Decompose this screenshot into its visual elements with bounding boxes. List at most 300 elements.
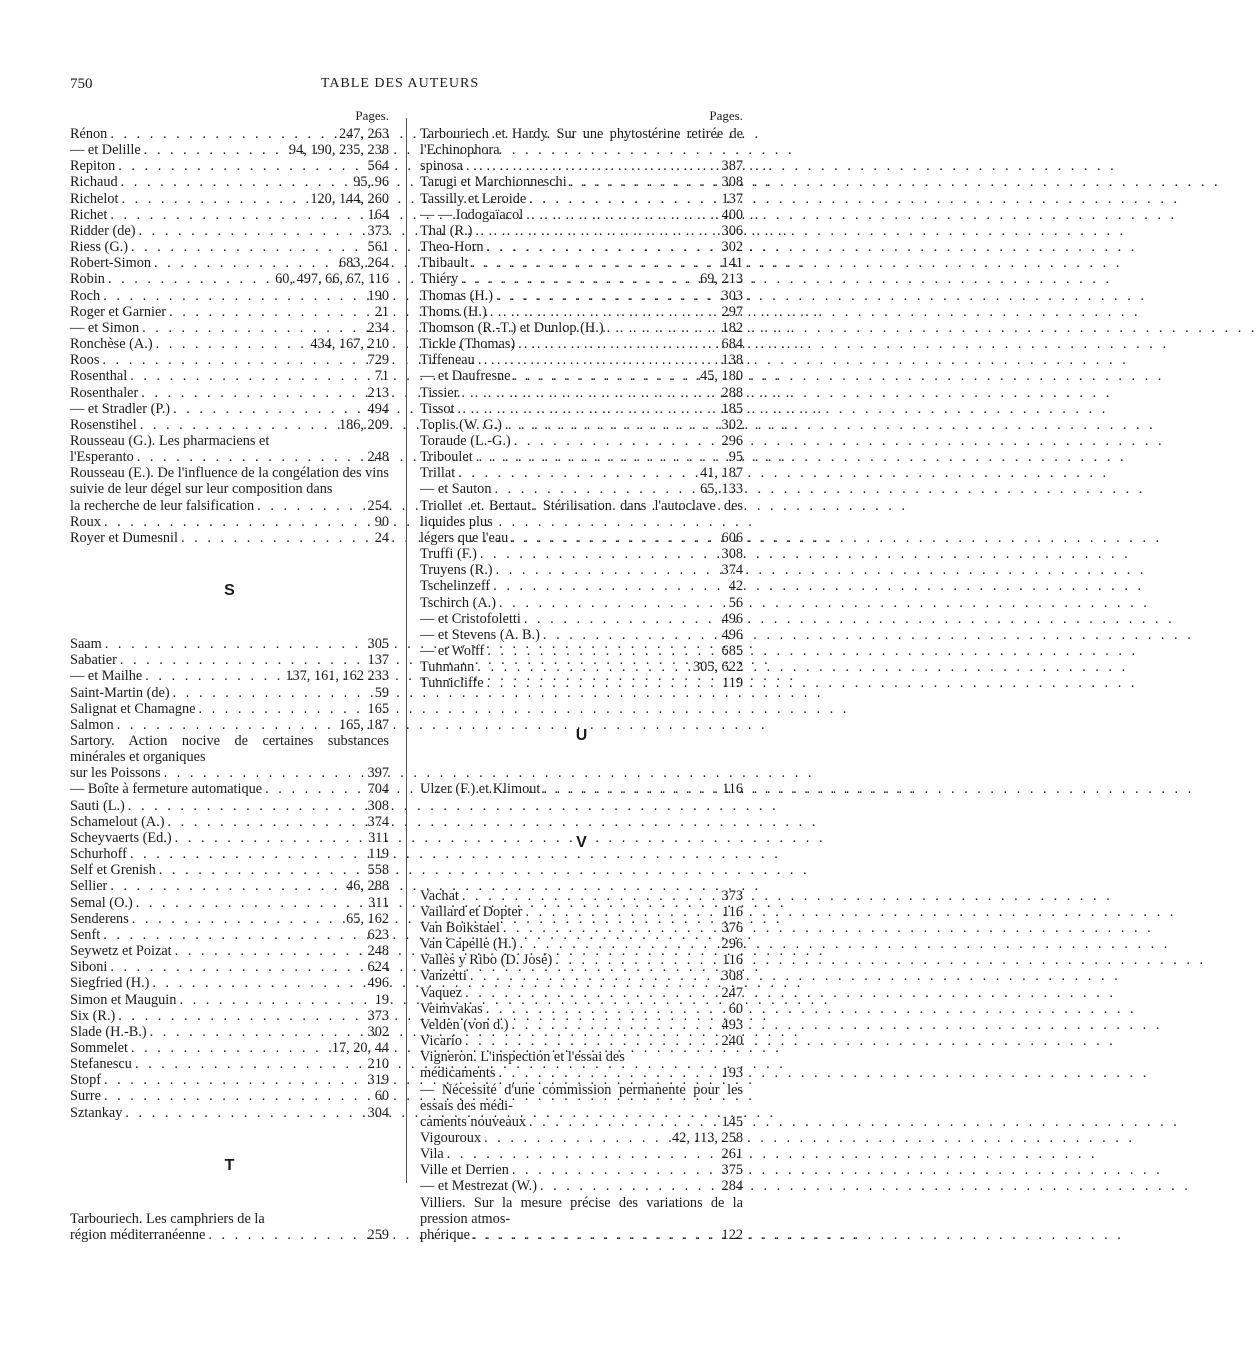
dot-leader	[543, 781, 719, 797]
page-refs: 304	[367, 1104, 389, 1121]
dot-leader	[476, 449, 726, 465]
author-name: Richet	[70, 206, 108, 223]
page-refs: 373	[721, 887, 743, 904]
page-refs: 397	[367, 765, 389, 782]
page-refs: 259	[367, 1226, 389, 1243]
dot-leader	[142, 320, 364, 336]
page-refs: 306	[721, 222, 743, 239]
index-entry	[420, 643, 743, 659]
index-entry	[420, 659, 743, 675]
index-entry	[420, 465, 743, 481]
index-entry	[420, 675, 743, 691]
right-entries	[420, 126, 743, 1243]
author-name: Vanzetti	[420, 968, 467, 985]
author-name: Tiffeneau	[420, 352, 475, 369]
dot-leader	[490, 304, 719, 320]
author-name: région méditerranéenne	[70, 1226, 206, 1243]
dot-leader	[524, 611, 719, 627]
dot-leader	[104, 1088, 372, 1104]
page-refs: 213	[367, 384, 389, 401]
page-refs: 42	[728, 578, 743, 595]
index-entry	[70, 943, 389, 959]
index-entry	[420, 223, 743, 239]
page-refs: 138	[721, 352, 743, 369]
index-entry	[420, 255, 743, 271]
author-name: — et Mestrezat (W.)	[420, 1178, 537, 1195]
page-refs: 65, 162	[346, 910, 389, 927]
author-name: Senderens	[70, 910, 129, 927]
page-refs: 729	[367, 352, 389, 369]
page-refs: 624	[367, 959, 389, 976]
page-refs: 302	[367, 1023, 389, 1040]
author-name: Richaud	[70, 174, 118, 191]
index-entry	[420, 781, 743, 797]
dot-leader	[140, 417, 336, 433]
index-entry	[420, 1114, 743, 1130]
page-refs: 42, 113, 258	[672, 1129, 743, 1146]
index-entry	[420, 888, 743, 904]
dot-leader	[198, 701, 364, 717]
page-refs: 254	[367, 497, 389, 514]
author-name: caments nouveaux	[420, 1113, 526, 1130]
page-refs: 60	[728, 1000, 743, 1017]
dot-leader	[461, 385, 718, 401]
page-refs: 374	[721, 562, 743, 579]
page-refs: 387	[721, 158, 743, 175]
index-entry	[70, 271, 389, 287]
index-entry	[420, 352, 743, 368]
page-refs: 261	[721, 1146, 743, 1163]
page-refs: 137, 161, 162 233	[285, 668, 389, 685]
index-entry	[420, 433, 743, 449]
author-name: Vallès y Ribo (D. José)	[420, 952, 553, 969]
author-name: Six (R.)	[70, 1007, 116, 1024]
dot-leader	[540, 1178, 719, 1194]
author-name: Self et Grenish	[70, 862, 156, 879]
page-refs: 145	[721, 1113, 743, 1130]
page-refs: 234	[367, 319, 389, 336]
index-entry-text: Villiers. Sur la mesure précise des variations de la pression atmos-	[420, 1194, 743, 1227]
dot-leader	[257, 498, 364, 514]
dot-leader	[498, 1065, 718, 1081]
author-name: Tissot	[420, 400, 455, 417]
author-name: Vigouroux	[420, 1129, 482, 1146]
author-name: Van Boikstael	[420, 919, 500, 936]
index-entry	[420, 1065, 743, 1081]
dot-leader	[131, 239, 365, 255]
dot-leader	[139, 223, 365, 239]
page-refs: 17, 20, 44	[331, 1039, 389, 1056]
index-entry	[420, 174, 743, 190]
index-entry-text: Rousseau (E.). De l'influence de la congélation des vins suivie de leur dégel sur leur composition dans	[70, 465, 389, 498]
page-refs: 69, 213	[700, 271, 743, 288]
index-entry	[420, 904, 743, 920]
dot-leader	[181, 530, 372, 546]
author-name: Riess (G.)	[70, 239, 128, 256]
index-entry-text: Vigneron. L'inspection et l'essai des	[420, 1049, 625, 1066]
index-entry	[420, 1146, 743, 1162]
left-entries	[70, 126, 389, 1243]
author-name: Schurhoff	[70, 846, 127, 863]
index-entry	[420, 401, 743, 417]
author-name: — et Simon	[70, 319, 140, 336]
page-refs: 164	[367, 206, 389, 223]
author-name: Sabatier	[70, 652, 117, 669]
author-name: Roos	[70, 352, 100, 369]
dot-leader	[154, 255, 336, 271]
dot-leader	[103, 288, 364, 304]
dot-leader	[132, 911, 343, 927]
dot-leader	[144, 142, 286, 158]
index-entry	[70, 336, 389, 352]
page-refs: 186, 209	[338, 416, 389, 433]
dot-leader	[494, 481, 697, 497]
index-entry	[420, 546, 743, 562]
index-entry	[70, 126, 389, 142]
dot-leader	[458, 465, 697, 481]
index-entry	[70, 514, 389, 530]
page-refs: 116	[722, 781, 743, 798]
index-entry-text: — Nécessité d'une commission permanente pour les essais des médi-	[420, 1081, 743, 1114]
dot-leader	[478, 352, 719, 368]
author-name: la recherche de leur falsification	[70, 497, 255, 514]
dot-leader	[121, 191, 307, 207]
index-entry	[70, 368, 389, 384]
index-entry	[70, 717, 389, 733]
author-name: Toraude (L.-G.)	[420, 432, 511, 449]
author-name: Sellier	[70, 878, 108, 895]
index-entry	[420, 191, 743, 207]
author-name: Thomas (H.)	[420, 287, 494, 304]
author-name: Richelot	[70, 190, 119, 207]
page-refs: 95	[728, 449, 743, 466]
index-entry	[420, 562, 743, 578]
dot-leader	[173, 401, 364, 417]
author-name: phérique	[420, 1226, 471, 1243]
page-refs: 606	[721, 529, 743, 546]
dot-leader	[526, 207, 718, 223]
author-name: Simon et Mauguin	[70, 991, 177, 1008]
author-name: Salignat et Chamagne	[70, 700, 196, 717]
page-refs: 311	[368, 829, 389, 846]
column-divider	[406, 118, 407, 1183]
right-column	[420, 106, 743, 1243]
author-name: Velden (von d.)	[420, 1016, 509, 1033]
index-entry	[70, 498, 389, 514]
index-entry	[70, 685, 389, 701]
author-name: spinosa	[420, 158, 463, 175]
dot-leader	[529, 191, 718, 207]
index-entry	[420, 1033, 743, 1049]
author-name: Senft	[70, 926, 101, 943]
index-entry	[420, 481, 743, 497]
dot-leader	[514, 368, 698, 384]
author-name: Slade (H.-B.)	[70, 1023, 147, 1040]
page-refs: 165, 187	[338, 716, 389, 733]
page-refs: 296	[721, 936, 743, 953]
dot-leader	[150, 1024, 365, 1040]
index-entry	[420, 968, 743, 984]
index-entry	[70, 895, 389, 911]
index-entry	[70, 304, 389, 320]
dot-leader	[461, 271, 697, 287]
dot-leader	[175, 830, 365, 846]
index-entry	[70, 765, 389, 781]
dot-leader	[102, 352, 364, 368]
page-refs: 374	[367, 813, 389, 830]
dot-leader	[473, 1227, 719, 1243]
index-entry	[420, 1001, 743, 1017]
index-entry	[420, 627, 743, 643]
index-entry	[420, 1017, 743, 1033]
author-name: sur les Poissons	[70, 765, 161, 782]
author-name: — et Wolff	[420, 643, 485, 659]
author-name: Siboni	[70, 959, 108, 976]
page-number: 750	[70, 76, 93, 92]
dot-leader	[471, 255, 718, 271]
index-entry	[420, 417, 743, 433]
index-entry	[420, 207, 743, 223]
page-refs: 373	[367, 222, 389, 239]
author-name: Toplis (W. G.)	[420, 416, 502, 433]
dot-leader	[131, 1040, 329, 1056]
author-name: Tassilly et Leroide	[420, 190, 527, 207]
author-name: — et Stradler (P.)	[70, 400, 171, 417]
dot-leader	[518, 336, 718, 352]
dot-leader	[499, 595, 726, 611]
page-refs: 494	[367, 400, 389, 417]
dot-leader	[130, 846, 365, 862]
dot-leader	[110, 959, 364, 975]
author-name: Tunmann	[420, 659, 475, 676]
dot-leader	[493, 578, 726, 594]
author-name: Roger et Garnier	[70, 303, 167, 320]
index-entry	[70, 417, 389, 433]
dot-leader	[137, 449, 365, 465]
index-entry	[420, 1178, 743, 1194]
dot-leader	[110, 126, 336, 142]
index-entry	[420, 530, 743, 546]
index-entry	[70, 320, 389, 336]
page-refs: 120, 144, 260	[310, 190, 389, 207]
dot-leader	[105, 636, 365, 652]
dot-leader	[543, 627, 719, 643]
dot-leader	[110, 207, 364, 223]
author-name: Robert-Simon	[70, 255, 152, 272]
page-refs: 71	[374, 368, 389, 385]
index-entry	[70, 207, 389, 223]
page-refs: 704	[367, 781, 389, 798]
page-refs: 119	[368, 846, 389, 863]
page-refs: 296	[721, 432, 743, 449]
page-refs: 165	[367, 700, 389, 717]
section-letter: V	[576, 833, 587, 851]
author-name: Semal (O.)	[70, 894, 133, 911]
dot-leader	[466, 158, 719, 174]
author-name: Saint-Martin (de)	[70, 684, 170, 701]
dot-leader	[168, 814, 365, 830]
author-name: Robin	[70, 271, 105, 288]
dot-leader	[462, 888, 719, 904]
index-entry	[420, 304, 743, 320]
index-entry	[420, 288, 743, 304]
author-name: Tschelinzeff	[420, 578, 491, 595]
dot-leader	[169, 304, 372, 320]
dot-leader	[159, 862, 365, 878]
dot-leader	[570, 174, 719, 190]
dot-leader	[496, 562, 719, 578]
index-entry-text: Tarbouriech. Les camphriers de la	[70, 1210, 265, 1227]
dot-leader	[475, 223, 718, 239]
page-title: TABLE DES AUTEURS	[320, 76, 480, 91]
index-entry	[420, 920, 743, 936]
dot-leader	[125, 1105, 364, 1121]
index-entry	[70, 239, 389, 255]
page-refs: 496	[721, 610, 743, 627]
dot-leader	[156, 336, 308, 352]
page-refs: 302	[721, 239, 743, 256]
page-refs: 297	[721, 303, 743, 320]
index-entry	[70, 288, 389, 304]
index-entry	[70, 1056, 389, 1072]
author-name: Roch	[70, 287, 101, 304]
page-refs: 302	[721, 416, 743, 433]
dot-leader	[486, 1001, 726, 1017]
dot-leader	[117, 717, 336, 733]
author-name: Tschirch (A.)	[420, 594, 497, 611]
dot-leader	[529, 1114, 719, 1130]
dot-leader	[519, 936, 718, 952]
page-refs: 116	[722, 903, 743, 920]
page-refs: 21	[374, 303, 389, 320]
page-refs: 683, 264	[338, 255, 389, 272]
page-refs: 308	[721, 174, 743, 191]
author-name: Veimvakas	[420, 1000, 483, 1017]
index-entry	[70, 798, 389, 814]
index-entry	[420, 336, 743, 352]
author-name: Stefanescu	[70, 1056, 132, 1073]
dot-leader	[173, 685, 372, 701]
dot-leader	[480, 546, 719, 562]
index-entry	[70, 862, 389, 878]
author-name: Thomson (R.-T.) et Dunlop (H.)	[420, 319, 604, 336]
page-refs: 303	[721, 287, 743, 304]
index-entry	[70, 385, 389, 401]
dot-leader	[487, 643, 718, 659]
author-name: Siegfried (H.)	[70, 975, 150, 992]
page-refs: 319	[367, 1072, 389, 1089]
page-refs: 561	[367, 239, 389, 256]
dot-leader	[470, 968, 719, 984]
author-name: Thiéry	[420, 271, 459, 288]
page-refs: 185	[721, 400, 743, 417]
page-refs: 56	[728, 594, 743, 611]
author-name: — et Sauton	[420, 481, 492, 498]
index-entry	[70, 927, 389, 943]
page-refs: 24	[374, 529, 389, 546]
dot-leader	[607, 320, 719, 336]
page-refs: 558	[367, 862, 389, 879]
dot-leader	[511, 530, 718, 546]
section-letter: T	[224, 1156, 235, 1174]
index-entry	[70, 158, 389, 174]
pages-label: Pages.	[355, 108, 389, 123]
page-refs: 116	[722, 952, 743, 969]
page-refs: 190	[367, 287, 389, 304]
page-refs: 685	[721, 643, 743, 659]
page-refs: 623	[367, 926, 389, 943]
author-name: Theo-Horn	[420, 239, 484, 256]
dot-leader	[179, 992, 371, 1008]
author-name: Sauti (L.)	[70, 797, 125, 814]
dot-leader	[104, 1072, 365, 1088]
page-refs: 375	[721, 1162, 743, 1179]
index-entry	[420, 985, 743, 1001]
dot-leader	[525, 904, 719, 920]
page-refs: 434, 167, 210	[310, 336, 389, 353]
index-entry	[420, 368, 743, 384]
index-entry-text: Sartory. Action nocive de certaines substances minérales et organiques	[70, 733, 389, 766]
index-entry	[420, 1162, 743, 1178]
index-entry	[70, 191, 389, 207]
page-refs: 308	[721, 546, 743, 563]
author-name: Vachat	[420, 887, 459, 904]
page-refs: 496	[367, 975, 389, 992]
page-refs: 496	[721, 626, 743, 643]
page-refs: 94, 190, 235, 238	[288, 142, 389, 159]
index-entry	[420, 578, 743, 594]
page-refs: 137	[367, 652, 389, 669]
author-name: Ulzer (F.) et Klimout	[420, 781, 541, 798]
author-name: — et Stevens (A. B.)	[420, 626, 540, 643]
page-refs: 60, 497, 66, 67, 116	[275, 271, 389, 288]
author-name: Trillat	[420, 465, 456, 482]
author-name: — et Delille	[70, 142, 141, 159]
dot-leader	[118, 1008, 364, 1024]
index-entry	[420, 320, 743, 336]
author-name: Vila	[420, 1146, 444, 1163]
author-name: Tarugi et Marchionneschi	[420, 174, 567, 191]
author-name: Salmon	[70, 716, 114, 733]
page-refs: 182	[721, 319, 743, 336]
index-entry	[420, 952, 743, 968]
dot-leader	[135, 1056, 365, 1072]
page-refs: 305, 622	[692, 659, 743, 676]
dot-leader	[136, 895, 365, 911]
author-name: Tunnicliffe	[420, 675, 484, 692]
dot-leader	[555, 952, 719, 968]
left-column	[70, 106, 389, 1243]
page-refs: 60	[374, 1088, 389, 1105]
author-name: médicaments	[420, 1065, 496, 1082]
dot-leader	[110, 878, 343, 894]
page-refs: 59	[374, 684, 389, 701]
page-refs: 248	[367, 449, 389, 466]
author-name: — Boîte à fermeture automatique	[70, 781, 263, 798]
page-refs: 122	[721, 1226, 743, 1243]
dot-leader	[130, 368, 372, 384]
dot-leader	[457, 401, 718, 417]
page-refs: 95, 96	[353, 174, 389, 191]
index-entry	[70, 449, 389, 465]
dot-leader	[108, 271, 272, 287]
author-name: Thibault	[420, 255, 469, 272]
index-entry	[70, 530, 389, 546]
author-name: Repiton	[70, 158, 116, 175]
author-name: Stopf	[70, 1072, 101, 1089]
dot-leader	[487, 239, 719, 255]
page-refs: 684	[721, 336, 743, 353]
